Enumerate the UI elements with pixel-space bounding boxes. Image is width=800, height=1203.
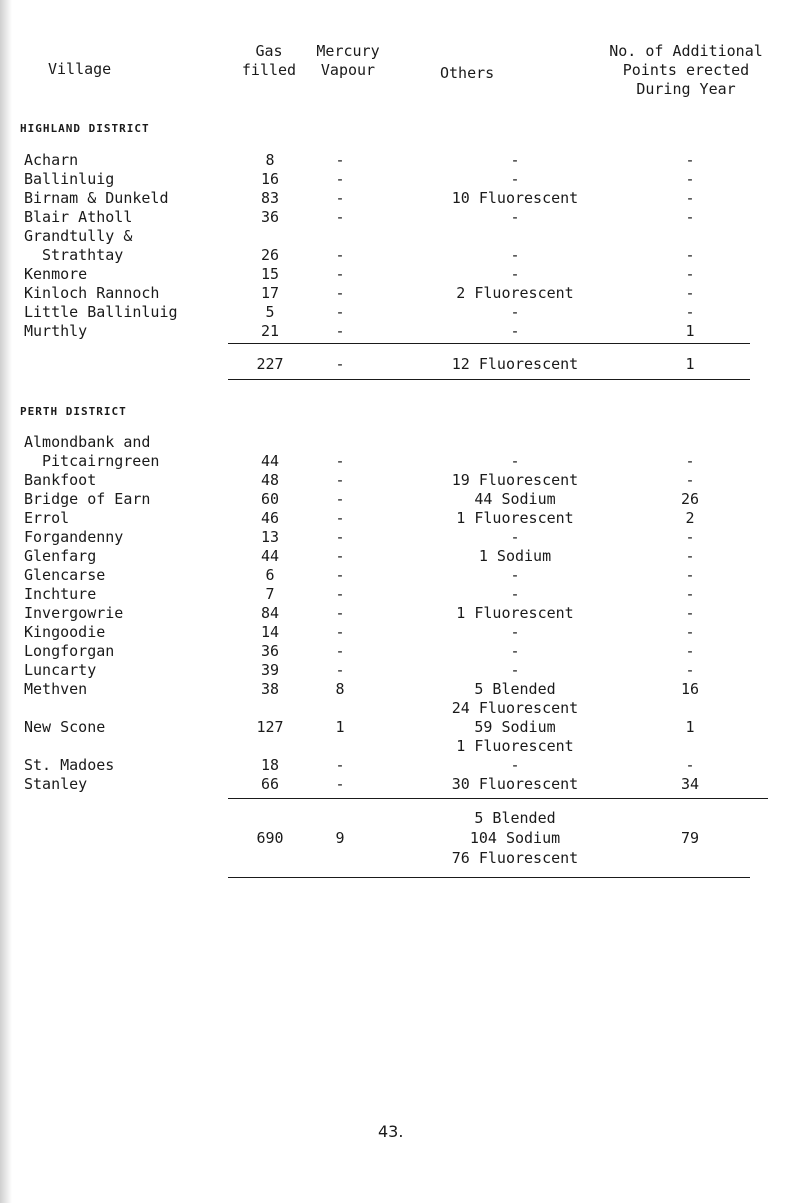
mercury-count: - [335,208,345,226]
table-row [0,584,800,604]
additional-count: 16 [680,680,700,698]
table-row [0,679,800,699]
header-gas-filled [234,42,304,80]
header-village: Village [48,60,112,78]
mercury-count: 8 [335,680,345,698]
mercury-count: - [335,490,345,508]
others-value: - [510,566,520,584]
others-value: - [510,208,520,226]
perth-total-row [0,828,800,848]
table-row [0,321,800,341]
additional-count: - [685,303,695,321]
additional-count: - [685,566,695,584]
additional-total: 79 [680,829,700,847]
gas-count: 8 [265,151,275,169]
village-name: Methven [24,680,88,698]
mercury-count: - [335,775,345,793]
others-value: - [510,642,520,660]
gas-total: 227 [256,355,284,373]
others-total-line: 76 Fluorescent [451,849,579,867]
additional-count: - [685,170,695,188]
village-name: Grandtully & [24,227,133,245]
table-row [0,150,800,170]
perth-total-row [0,848,800,868]
mercury-count: - [335,246,345,264]
header-mercury-line1: Mercury [316,42,380,60]
village-name: Kenmore [24,265,88,283]
table-row [0,207,800,227]
mercury-count: - [335,604,345,622]
gas-total: 690 [256,829,284,847]
others-value: 5 Blended [474,680,556,698]
table-row [0,755,800,775]
header-others: Others [440,64,495,82]
mercury-count: - [335,623,345,641]
table-row [0,432,800,452]
table-row [0,451,800,471]
additional-count: - [685,208,695,226]
additional-count: - [685,528,695,546]
perth-total-rule-top [228,798,768,799]
village-name: Invergowrie [24,604,124,622]
mercury-count: - [335,151,345,169]
others-value: 1 Fluorescent [456,604,574,622]
others-value: 1 Fluorescent [456,737,574,755]
others-value: 1 Sodium [478,547,552,565]
gas-count: 38 [260,680,280,698]
gas-count: 16 [260,170,280,188]
others-value: - [510,170,520,188]
header-gas-line2: filled [241,61,297,79]
village-name: Stanley [24,775,88,793]
gas-count: 127 [256,718,284,736]
gas-count: 14 [260,623,280,641]
gas-count: 7 [265,585,275,603]
mercury-count: - [335,661,345,679]
others-value: - [510,246,520,264]
village-name: Blair Atholl [24,208,133,226]
table-row [0,660,800,680]
additional-count: - [685,452,695,470]
table-row [0,698,800,718]
others-value: - [510,528,520,546]
additional-count: 1 [685,322,695,340]
village-name: Pitcairngreen [42,452,160,470]
mercury-count: - [335,566,345,584]
others-value: 59 Sodium [474,718,556,736]
village-name: Ballinluig [24,170,115,188]
highland-district-heading: HIGHLAND DISTRICT [20,122,150,135]
gas-count: 26 [260,246,280,264]
additional-count: 2 [685,509,695,527]
mercury-count: - [335,170,345,188]
village-name: Acharn [24,151,79,169]
village-name: Kinloch Rannoch [24,284,160,302]
highland-total-rule-bottom [228,379,750,380]
others-value: 2 Fluorescent [456,284,574,302]
table-row [0,302,800,322]
village-name: Kingoodie [24,623,106,641]
others-value: - [510,303,520,321]
gas-count: 60 [260,490,280,508]
table-row [0,188,800,208]
others-total: 12 Fluorescent [451,355,579,373]
others-total-line: 5 Blended [474,809,556,827]
others-total-line: 104 Sodium [469,829,561,847]
village-name: Birnam & Dunkeld [24,189,169,207]
others-value: 44 Sodium [474,490,556,508]
additional-count: 1 [685,718,695,736]
gas-count: 83 [260,189,280,207]
village-name: Glenfarg [24,547,97,565]
mercury-count: - [335,284,345,302]
table-row [0,603,800,623]
table-row [0,264,800,284]
perth-total-row [0,808,800,828]
gas-count: 36 [260,208,280,226]
header-additional-line3: During Year [636,80,736,98]
mercury-count: - [335,756,345,774]
village-name: Longforgan [24,642,115,660]
additional-count: - [685,246,695,264]
others-value: 30 Fluorescent [451,775,579,793]
gas-count: 48 [260,471,280,489]
others-value: 10 Fluorescent [451,189,579,207]
additional-count: - [685,471,695,489]
additional-count: - [685,642,695,660]
others-value: - [510,452,520,470]
gas-count: 18 [260,756,280,774]
gas-count: 66 [260,775,280,793]
table-row [0,774,800,794]
others-value: 19 Fluorescent [451,471,579,489]
table-row [0,527,800,547]
table-row [0,641,800,661]
mercury-count: 1 [335,718,345,736]
additional-count: 26 [680,490,700,508]
mercury-count: - [335,265,345,283]
table-row [0,283,800,303]
table-row [0,226,800,246]
village-name: Bridge of Earn [24,490,151,508]
additional-count: - [685,265,695,283]
header-mercury-line2: Vapour [320,61,376,79]
others-value: - [510,585,520,603]
mercury-count: - [335,547,345,565]
table-row [0,489,800,509]
additional-total: 1 [685,355,695,373]
mercury-count: - [335,642,345,660]
others-value: - [510,265,520,283]
additional-count: - [685,604,695,622]
gas-count: 44 [260,547,280,565]
header-additional-line2: Points erected [622,61,750,79]
gas-count: 44 [260,452,280,470]
gas-count: 84 [260,604,280,622]
others-value: 1 Fluorescent [456,509,574,527]
village-name: Inchture [24,585,97,603]
additional-count: - [685,756,695,774]
table-row [0,169,800,189]
others-value: - [510,322,520,340]
perth-district-heading: PERTH DISTRICT [20,405,127,418]
table-row [0,717,800,737]
mercury-total: 9 [335,829,345,847]
highland-total-row [0,354,800,374]
mercury-count: - [335,509,345,527]
table-row [0,546,800,566]
village-name: Bankfoot [24,471,97,489]
mercury-count: - [335,189,345,207]
gas-count: 5 [265,303,275,321]
village-name: Luncarty [24,661,97,679]
table-row [0,245,800,265]
village-name: Strathtay [42,246,124,264]
additional-count: - [685,547,695,565]
others-value: - [510,151,520,169]
mercury-count: - [335,471,345,489]
others-value: 24 Fluorescent [451,699,579,717]
mercury-count: - [335,585,345,603]
additional-count: - [685,284,695,302]
gas-count: 13 [260,528,280,546]
mercury-count: - [335,452,345,470]
table-row [0,736,800,756]
village-name: New Scone [24,718,106,736]
highland-total-rule-top [228,343,750,344]
page-number: 43. [378,1122,404,1141]
gas-count: 39 [260,661,280,679]
header-mercury-vapour [303,42,393,80]
mercury-count: - [335,303,345,321]
village-name: Murthly [24,322,88,340]
village-name: Forgandenny [24,528,124,546]
others-value: - [510,661,520,679]
header-additional-points [576,42,796,99]
gas-count: 15 [260,265,280,283]
village-name: Glencarse [24,566,106,584]
mercury-count: - [335,528,345,546]
gas-count: 36 [260,642,280,660]
others-value: - [510,756,520,774]
additional-count: - [685,151,695,169]
additional-count: - [685,585,695,603]
gas-count: 46 [260,509,280,527]
table-row [0,508,800,528]
perth-total-rule-bottom [228,877,750,878]
gas-count: 17 [260,284,280,302]
header-gas-line1: Gas [255,42,283,60]
village-name: Little Ballinluig [24,303,178,321]
table-row [0,470,800,490]
table-row [0,565,800,585]
village-name: Errol [24,509,70,527]
village-name: St. Madoes [24,756,115,774]
additional-count: - [685,189,695,207]
additional-count: - [685,623,695,641]
table-row [0,622,800,642]
gas-count: 6 [265,566,275,584]
mercury-count: - [335,322,345,340]
gas-count: 21 [260,322,280,340]
additional-count: - [685,661,695,679]
village-name: Almondbank and [24,433,151,451]
additional-count: 34 [680,775,700,793]
mercury-total: - [335,355,345,373]
header-additional-line1: No. of Additional [609,42,763,60]
others-value: - [510,623,520,641]
